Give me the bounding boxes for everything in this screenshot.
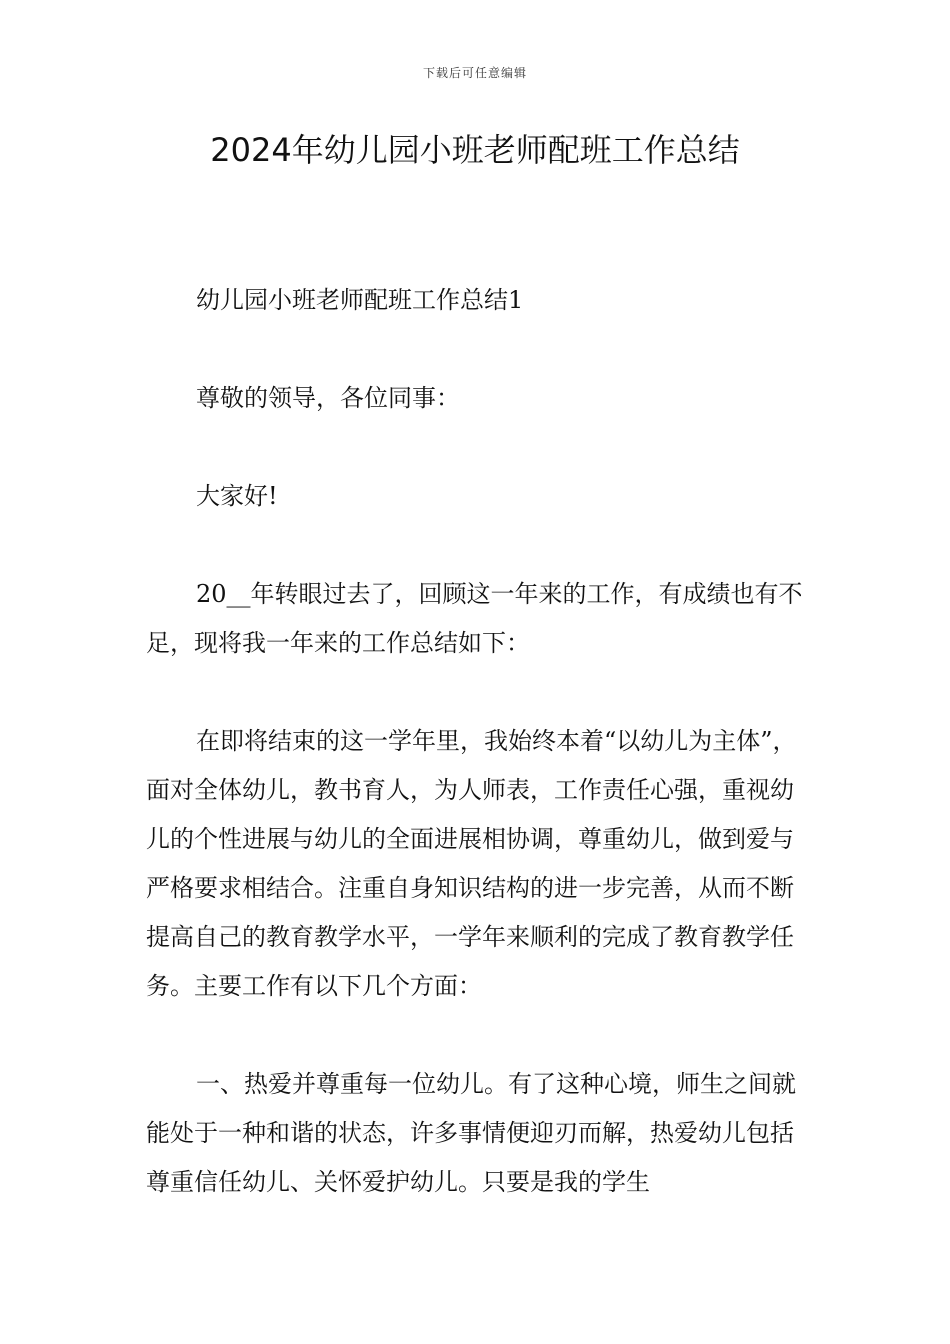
document-title: 2024年幼儿园小班老师配班工作总结	[210, 131, 740, 169]
paragraph-greeting: 大家好!	[196, 482, 278, 510]
paragraph-overview: 在即将结束的这一学年里，我始终本着“以幼儿为主体”，面对全体幼儿，教书育人，为人师表，工作责任心强，重视幼儿的个性进展与幼儿的全面进展相协调，尊重幼儿，做到爱与严格要求相结合。注重自身知识结构的进一步完善，从而不断提高自己的教育教学水平，一学年来顺利的完成了教育教学任务。主要工作有以下几个方面：	[146, 727, 797, 1000]
document-body	[146, 276, 810, 1207]
paragraph-point-one: 一、热爱并尊重每一位幼儿。有了这种心境，师生之间就能处于一种和谐的状态，许多事情便迎刃而解，热爱幼儿包括尊重信任幼儿、关怀爱护幼儿。只要是我的学生	[146, 1070, 796, 1196]
header-note: 下载后可任意编辑	[422, 66, 527, 80]
paragraph-salutation: 尊敬的领导，各位同事：	[196, 384, 460, 412]
paragraph-intro: 20__年转眼过去了，回顾这一年来的工作，有成绩也有不足，现将我一年来的工作总结如下：	[146, 580, 803, 657]
paragraph-section-heading: 幼儿园小班老师配班工作总结1	[196, 286, 524, 314]
